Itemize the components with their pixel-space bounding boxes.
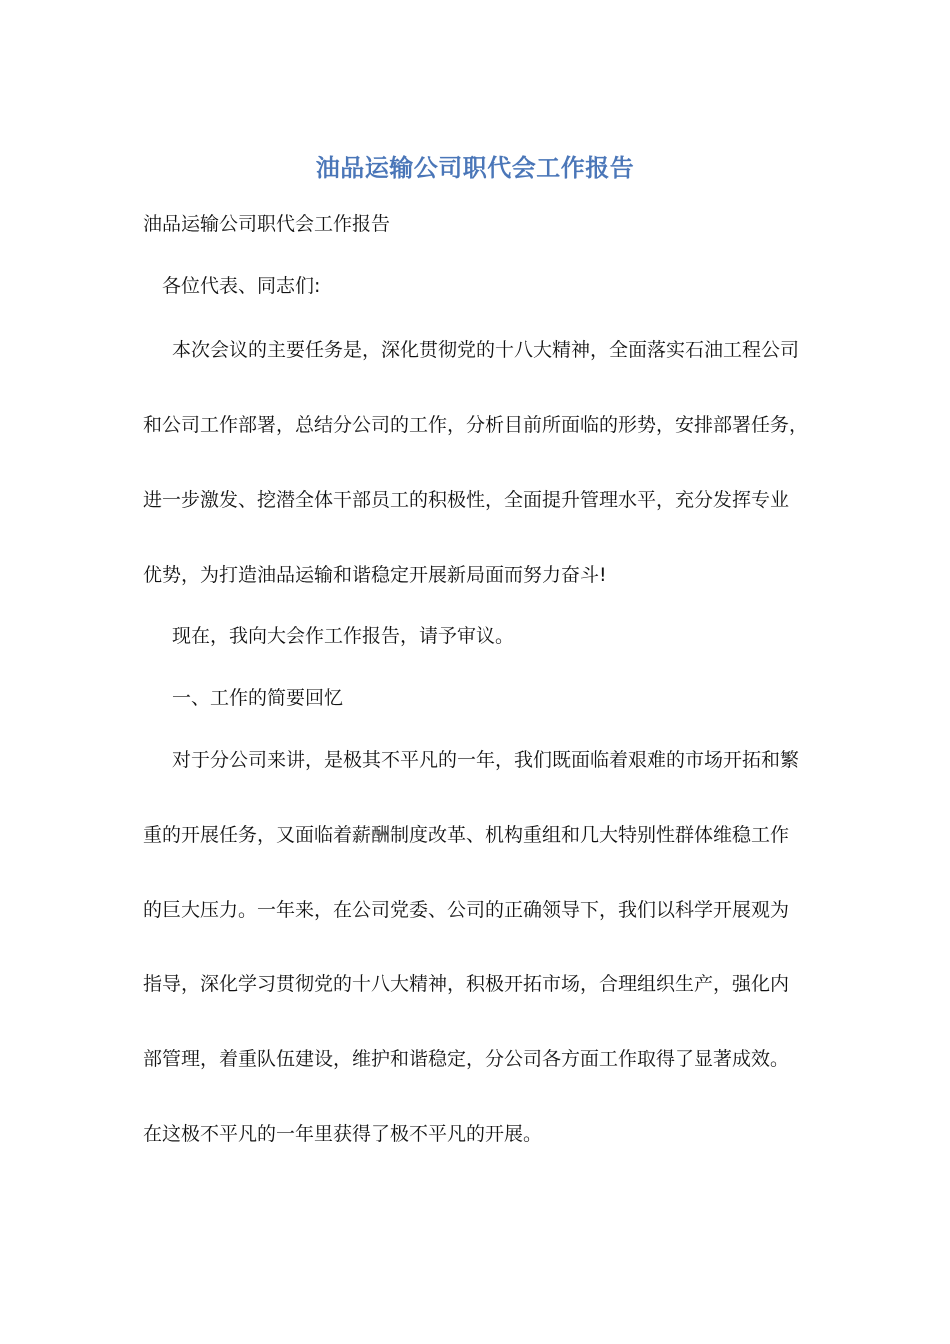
subtitle-line: 油品运输公司职代会工作报告 xyxy=(143,213,391,235)
document-title: 油品运输公司职代会工作报告 xyxy=(315,153,635,182)
paragraph-line: 重的开展任务，又面临着薪酬制度改革、机构重组和几大特别性群体维稳工作 xyxy=(143,824,790,846)
paragraph-line: 本次会议的主要任务是，深化贯彻党的十八大精神，全面落实石油工程公司 xyxy=(172,339,800,361)
section-heading: 一、工作的简要回忆 xyxy=(172,687,344,709)
paragraph-line: 对于分公司来讲，是极其不平凡的一年，我们既面临着艰难的市场开拓和繁 xyxy=(172,749,800,771)
paragraph-line: 部管理，着重队伍建设，维护和谐稳定，分公司各方面工作取得了显著成效。 xyxy=(143,1048,790,1070)
salutation-line: 各位代表、同志们: xyxy=(162,275,321,297)
paragraph-line: 的巨大压力。一年来，在公司党委、公司的正确领导下，我们以科学开展观为 xyxy=(143,899,790,921)
paragraph-line: 进一步激发、挖潜全体干部员工的积极性，全面提升管理水平，充分发挥专业 xyxy=(143,489,790,511)
paragraph-line: 和公司工作部署，总结分公司的工作，分析目前所面临的形势，安排部署任务， xyxy=(143,414,809,436)
paragraph-line: 在这极不平凡的一年里获得了极不平凡的开展。 xyxy=(143,1123,543,1145)
paragraph-line: 优势，为打造油品运输和谐稳定开展新局面而努力奋斗! xyxy=(143,564,607,586)
paragraph-line: 现在，我向大会作工作报告，请予审议。 xyxy=(172,625,515,647)
paragraph-line: 指导，深化学习贯彻党的十八大精神，积极开拓市场，合理组织生产，强化内 xyxy=(143,973,790,995)
